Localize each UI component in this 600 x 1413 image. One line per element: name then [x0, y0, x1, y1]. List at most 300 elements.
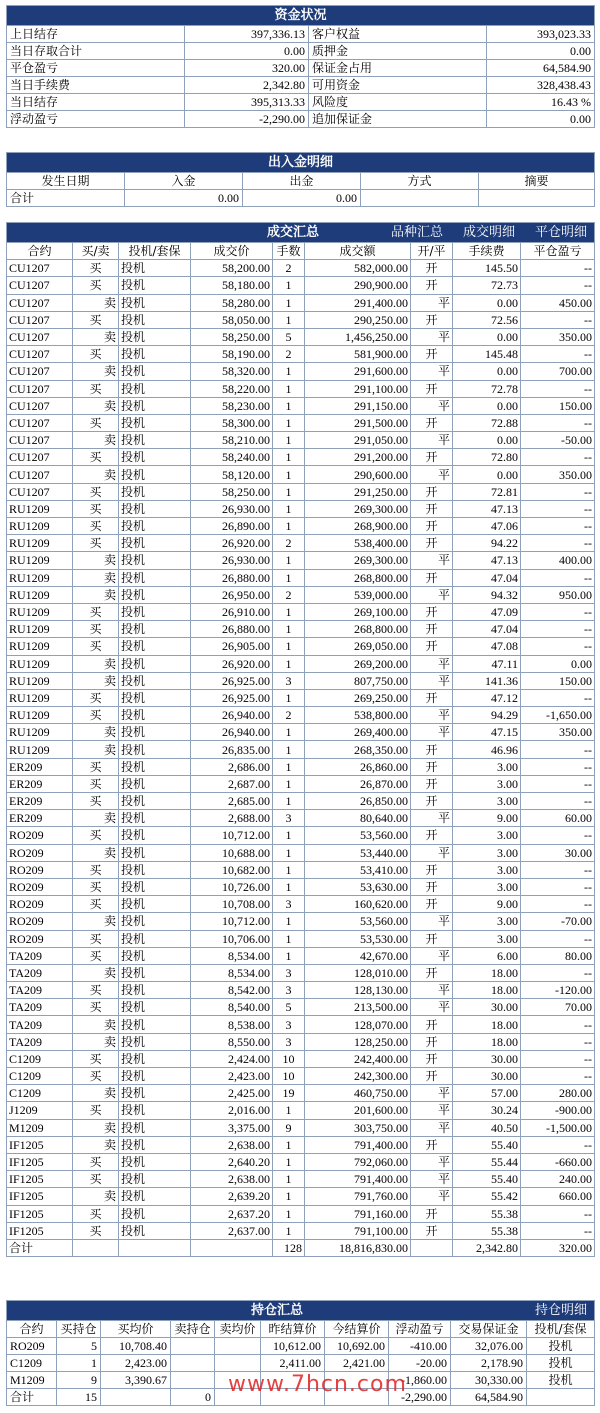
table-cell: 3.00: [453, 861, 521, 878]
table-cell: 58,250.00: [191, 483, 273, 500]
table-row: [7, 758, 595, 775]
table-cell: 18.00: [453, 1033, 521, 1050]
table-cell: 55.42: [453, 1188, 521, 1205]
table-row: [7, 1205, 595, 1222]
table-cell: 30.00: [521, 844, 595, 861]
table-cell: 投机: [119, 982, 191, 999]
table-cell: 1: [273, 724, 305, 741]
table-cell: 40.50: [453, 1119, 521, 1136]
total-cell: 2,342.80: [453, 1239, 521, 1256]
table-cell: 买: [73, 775, 119, 792]
table-cell: 26,870.00: [305, 775, 411, 792]
table-cell: 94.22: [453, 535, 521, 552]
table-cell: 350.00: [521, 328, 595, 345]
table-cell: 买: [73, 947, 119, 964]
table-cell: 1: [273, 793, 305, 810]
table-cell: 3: [273, 1033, 305, 1050]
table-row: [7, 793, 595, 810]
table-cell: 卖: [73, 552, 119, 569]
table-cell: 1: [273, 397, 305, 414]
table-cell: 791,760.00: [305, 1188, 411, 1205]
table-cell: RU1209: [7, 603, 73, 620]
column-header: 浮动盈亏: [389, 1321, 451, 1338]
table-cell: 1: [273, 827, 305, 844]
table-cell: 卖: [73, 724, 119, 741]
table-cell: 投机: [119, 878, 191, 895]
table-cell: 卖: [73, 672, 119, 689]
table-row: [7, 913, 595, 930]
positions-header-bar: [7, 1301, 595, 1321]
column-header: 买/卖: [73, 243, 119, 260]
table-cell: 1: [273, 569, 305, 586]
table-cell: 投机: [119, 535, 191, 552]
deposit-table: [6, 152, 595, 207]
table-cell: 投机: [119, 432, 191, 449]
table-cell: CU1207: [7, 380, 73, 397]
table-cell: 303,750.00: [305, 1119, 411, 1136]
trades-header-row: [7, 243, 595, 260]
table-cell: 792,060.00: [305, 1153, 411, 1170]
table-cell: 卖: [73, 432, 119, 449]
fund-label: 平仓盈亏: [7, 60, 185, 77]
table-cell: 投机: [119, 810, 191, 827]
table-cell: --: [521, 569, 595, 586]
table-cell: 291,500.00: [305, 414, 411, 431]
table-cell: --: [521, 1205, 595, 1222]
table-cell: 42,670.00: [305, 947, 411, 964]
table-cell: 买: [73, 500, 119, 517]
table-cell: 卖: [73, 1085, 119, 1102]
table-cell: 60.00: [521, 810, 595, 827]
table-cell: TA209: [7, 982, 73, 999]
nav-trade-detail[interactable]: 成交明细: [463, 225, 516, 240]
column-header: 买均价: [101, 1321, 171, 1338]
table-cell: 269,250.00: [305, 689, 411, 706]
table-cell: 141.36: [453, 672, 521, 689]
table-row: [7, 999, 595, 1016]
table-cell: RO209: [7, 827, 73, 844]
fund-value: 0.00: [185, 43, 309, 60]
table-row: [7, 896, 595, 913]
total-cell: 128: [273, 1239, 305, 1256]
table-cell: 投机: [119, 827, 191, 844]
table-cell: 10,612.00: [261, 1338, 325, 1355]
table-cell: 开: [411, 346, 453, 363]
table-cell: IF1205: [7, 1205, 73, 1222]
trades-body: [7, 260, 595, 1240]
table-cell: 3: [273, 964, 305, 981]
table-cell: 26,925.00: [191, 672, 273, 689]
table-cell: 9: [57, 1372, 101, 1389]
table-cell: 30.00: [453, 1068, 521, 1085]
total-cell: [411, 1239, 453, 1256]
table-cell: 卖: [73, 913, 119, 930]
table-cell: 买: [73, 277, 119, 294]
table-cell: 开: [411, 260, 453, 277]
table-cell: 投机: [119, 775, 191, 792]
table-cell: C1209: [7, 1355, 57, 1372]
table-cell: 0.00: [453, 363, 521, 380]
table-cell: 投机: [119, 311, 191, 328]
table-cell: --: [521, 621, 595, 638]
table-cell: 400.00: [521, 552, 595, 569]
table-cell: 791,100.00: [305, 1222, 411, 1239]
fund-value: 328,438.43: [487, 77, 595, 94]
fund-label: 当日存取合计: [7, 43, 185, 60]
table-cell: -660.00: [521, 1153, 595, 1170]
table-cell: 58,230.00: [191, 397, 273, 414]
table-cell: 开: [411, 861, 453, 878]
column-header: 入金: [125, 173, 243, 190]
table-row: [7, 397, 595, 414]
table-cell: 2,639.20: [191, 1188, 273, 1205]
table-cell: -70.00: [521, 913, 595, 930]
table-row: [7, 1050, 595, 1067]
table-cell: 58,190.00: [191, 346, 273, 363]
table-cell: 2,411.00: [261, 1355, 325, 1372]
table-cell: 投机: [527, 1338, 595, 1355]
table-cell: 开: [411, 380, 453, 397]
positions-header-row: [7, 1321, 595, 1338]
table-cell: 269,100.00: [305, 603, 411, 620]
table-cell: 2: [273, 260, 305, 277]
table-cell: 94.29: [453, 707, 521, 724]
table-cell: 26,950.00: [191, 586, 273, 603]
table-cell: 买: [73, 1050, 119, 1067]
table-cell: 2,688.00: [191, 810, 273, 827]
total-cell: 合计: [7, 1389, 57, 1406]
table-cell: 582,000.00: [305, 260, 411, 277]
table-cell: 291,150.00: [305, 397, 411, 414]
table-cell: 0.00: [453, 397, 521, 414]
column-header: 发生日期: [7, 173, 125, 190]
deposit-title: 出入金明细: [7, 153, 595, 173]
table-cell: 2,637.20: [191, 1205, 273, 1222]
table-cell: 投机: [119, 964, 191, 981]
table-cell: 2: [273, 586, 305, 603]
table-cell: -900.00: [521, 1102, 595, 1119]
table-cell: 10,706.00: [191, 930, 273, 947]
table-cell: 平: [411, 1171, 453, 1188]
column-header: 昨结算价: [261, 1321, 325, 1338]
table-cell: 2,685.00: [191, 793, 273, 810]
table-row: [7, 930, 595, 947]
table-cell: 80,640.00: [305, 810, 411, 827]
table-cell: --: [521, 311, 595, 328]
table-row: [7, 363, 595, 380]
table-cell: 3: [273, 1016, 305, 1033]
table-cell: 2,421.00: [325, 1355, 389, 1372]
table-cell: 3.00: [453, 827, 521, 844]
column-header: 手数: [273, 243, 305, 260]
table-cell: CU1207: [7, 311, 73, 328]
table-cell: 19: [273, 1085, 305, 1102]
table-cell: 539,000.00: [305, 586, 411, 603]
table-cell: 1: [273, 311, 305, 328]
table-cell: 平: [411, 1085, 453, 1102]
table-cell: 350.00: [521, 466, 595, 483]
table-cell: CU1207: [7, 277, 73, 294]
table-cell: C1209: [7, 1085, 73, 1102]
table-cell: TA209: [7, 1033, 73, 1050]
fund-value: -2,290.00: [185, 111, 309, 128]
table-cell: 26,860.00: [305, 758, 411, 775]
table-cell: RO209: [7, 913, 73, 930]
table-cell: 平: [411, 672, 453, 689]
table-cell: 47.13: [453, 552, 521, 569]
table-cell: 47.04: [453, 621, 521, 638]
total-cell: 320.00: [521, 1239, 595, 1256]
table-cell: 平: [411, 707, 453, 724]
table-cell: 268,800.00: [305, 569, 411, 586]
table-cell: 开: [411, 1205, 453, 1222]
table-cell: 1: [273, 758, 305, 775]
table-cell: 2,424.00: [191, 1050, 273, 1067]
table-cell: 18.00: [453, 1016, 521, 1033]
table-cell: 买: [73, 878, 119, 895]
table-cell: 3,375.00: [191, 1119, 273, 1136]
table-cell: 2: [273, 535, 305, 552]
table-cell: 1: [273, 518, 305, 535]
table-cell: 买: [73, 1171, 119, 1188]
table-cell: 买: [73, 535, 119, 552]
table-row: [7, 1153, 595, 1170]
table-cell: 投机: [119, 655, 191, 672]
table-row: [7, 552, 595, 569]
nav-product-summary[interactable]: 品种汇总: [391, 225, 444, 240]
table-cell: ER209: [7, 810, 73, 827]
table-row: [7, 414, 595, 431]
table-cell: 58,210.00: [191, 432, 273, 449]
table-cell: 6.00: [453, 947, 521, 964]
nav-close-detail[interactable]: 平仓明细: [535, 225, 588, 240]
table-cell: RU1209: [7, 500, 73, 517]
table-cell: 47.06: [453, 518, 521, 535]
table-cell: 58,120.00: [191, 466, 273, 483]
table-cell: 47.12: [453, 689, 521, 706]
column-header: 交易保证金: [451, 1321, 527, 1338]
table-cell: 53,560.00: [305, 913, 411, 930]
table-row: [7, 449, 595, 466]
table-cell: 0.00: [453, 466, 521, 483]
table-cell: 26,930.00: [191, 552, 273, 569]
table-cell: 平: [411, 913, 453, 930]
table-row: [7, 638, 595, 655]
table-cell: 2,637.00: [191, 1222, 273, 1239]
table-cell: 70.00: [521, 999, 595, 1016]
table-cell: 290,600.00: [305, 466, 411, 483]
table-cell: 买: [73, 827, 119, 844]
table-cell: 2,016.00: [191, 1102, 273, 1119]
table-cell: 买: [73, 346, 119, 363]
table-cell: RU1209: [7, 518, 73, 535]
table-cell: 投机: [119, 483, 191, 500]
table-cell: 2,638.00: [191, 1136, 273, 1153]
table-cell: 买: [73, 380, 119, 397]
table-cell: 投机: [119, 414, 191, 431]
table-cell: 投机: [119, 1102, 191, 1119]
table-cell: 58,250.00: [191, 328, 273, 345]
table-cell: 开: [411, 483, 453, 500]
table-cell: [215, 1338, 261, 1355]
column-header: 投机/套保: [119, 243, 191, 260]
table-cell: 开: [411, 775, 453, 792]
table-cell: 投机: [119, 1153, 191, 1170]
table-cell: 8,540.00: [191, 999, 273, 1016]
table-cell: 58,180.00: [191, 277, 273, 294]
table-cell: 平: [411, 724, 453, 741]
table-cell: 1: [273, 913, 305, 930]
fund-value: 2,342.80: [185, 77, 309, 94]
table-cell: 买: [73, 638, 119, 655]
table-cell: 53,530.00: [305, 930, 411, 947]
table-cell: RU1209: [7, 724, 73, 741]
fund-label: 风险度: [309, 94, 487, 111]
table-cell: --: [521, 1050, 595, 1067]
table-cell: 242,400.00: [305, 1050, 411, 1067]
table-cell: --: [521, 380, 595, 397]
column-header: 买持仓: [57, 1321, 101, 1338]
table-cell: 2: [273, 707, 305, 724]
table-cell: 平: [411, 432, 453, 449]
table-cell: 5: [273, 328, 305, 345]
deposit-total-row: [7, 190, 595, 207]
table-cell: ER209: [7, 793, 73, 810]
table-cell: 55.38: [453, 1222, 521, 1239]
table-cell: --: [521, 346, 595, 363]
table-cell: 0.00: [453, 294, 521, 311]
trades-header-bar: [7, 223, 595, 243]
table-cell: 开: [411, 638, 453, 655]
table-cell: 10,712.00: [191, 913, 273, 930]
table-cell: 26,880.00: [191, 621, 273, 638]
table-cell: 53,410.00: [305, 861, 411, 878]
table-cell: 291,600.00: [305, 363, 411, 380]
table-cell: 投机: [119, 672, 191, 689]
table-cell: 开: [411, 878, 453, 895]
table-cell: 卖: [73, 844, 119, 861]
table-cell: --: [521, 483, 595, 500]
table-cell: M1209: [7, 1119, 73, 1136]
column-header: 手续费: [453, 243, 521, 260]
trades-title: 成交汇总: [267, 225, 320, 240]
table-row: [7, 1338, 595, 1355]
table-cell: 269,300.00: [305, 500, 411, 517]
table-row: [7, 77, 595, 94]
table-cell: 240.00: [521, 1171, 595, 1188]
table-cell: 买: [73, 758, 119, 775]
table-cell: 开: [411, 449, 453, 466]
table-cell: CU1207: [7, 397, 73, 414]
table-cell: 平: [411, 466, 453, 483]
table-cell: 投机: [119, 861, 191, 878]
table-cell: 3: [273, 896, 305, 913]
table-cell: 80.00: [521, 947, 595, 964]
table-cell: 卖: [73, 328, 119, 345]
column-header: 合约: [7, 243, 73, 260]
table-cell: -50.00: [521, 432, 595, 449]
table-row: [7, 947, 595, 964]
table-row: [7, 500, 595, 517]
table-cell: RO209: [7, 844, 73, 861]
table-row: [7, 707, 595, 724]
table-cell: 投机: [119, 1171, 191, 1188]
table-cell: 投机: [119, 1085, 191, 1102]
table-cell: 1: [273, 930, 305, 947]
table-cell: 5: [273, 999, 305, 1016]
table-cell: 1: [273, 947, 305, 964]
table-cell: RU1209: [7, 638, 73, 655]
table-row: [7, 1016, 595, 1033]
table-cell: 269,050.00: [305, 638, 411, 655]
column-header: 合约: [7, 1321, 57, 1338]
table-cell: 450.00: [521, 294, 595, 311]
table-cell: 1: [273, 552, 305, 569]
table-cell: 460,750.00: [305, 1085, 411, 1102]
table-cell: --: [521, 689, 595, 706]
column-header: 方式: [361, 173, 479, 190]
table-cell: 买: [73, 311, 119, 328]
table-cell: 269,400.00: [305, 724, 411, 741]
table-cell: -410.00: [389, 1338, 451, 1355]
table-cell: J1209: [7, 1102, 73, 1119]
table-cell: 291,200.00: [305, 449, 411, 466]
table-cell: 投机: [119, 1222, 191, 1239]
table-cell: 开: [411, 518, 453, 535]
fund-value: 0.00: [487, 43, 595, 60]
table-cell: 10,712.00: [191, 827, 273, 844]
table-cell: 5: [57, 1338, 101, 1355]
table-cell: CU1207: [7, 346, 73, 363]
table-cell: 投机: [119, 758, 191, 775]
total-cell: [101, 1389, 171, 1406]
table-row: [7, 810, 595, 827]
table-cell: RO209: [7, 930, 73, 947]
table-cell: 投机: [119, 913, 191, 930]
fund-value: 16.43 %: [487, 94, 595, 111]
table-cell: 开: [411, 793, 453, 810]
table-cell: 投机: [119, 947, 191, 964]
table-cell: 10: [273, 1068, 305, 1085]
table-cell: 2: [273, 346, 305, 363]
table-row: [7, 94, 595, 111]
watermark: www.7hcn.com: [228, 1372, 407, 1397]
fund-label: 客户权益: [309, 26, 487, 43]
table-cell: --: [521, 775, 595, 792]
fund-status-body: [7, 26, 595, 128]
table-cell: 买: [73, 518, 119, 535]
table-cell: 268,900.00: [305, 518, 411, 535]
table-cell: -1,650.00: [521, 707, 595, 724]
table-cell: 投机: [119, 999, 191, 1016]
table-cell: 投机: [119, 260, 191, 277]
table-row: [7, 1222, 595, 1239]
table-cell: -1,860.00: [389, 1372, 451, 1389]
table-cell: RO209: [7, 861, 73, 878]
table-cell: 开: [411, 741, 453, 758]
nav-position-detail[interactable]: 持仓明细: [535, 1303, 588, 1318]
table-cell: CU1207: [7, 483, 73, 500]
table-cell: 开: [411, 621, 453, 638]
fund-status-table: [6, 5, 595, 128]
table-cell: 投机: [119, 277, 191, 294]
table-cell: --: [521, 878, 595, 895]
table-cell: 0.00: [453, 432, 521, 449]
table-cell: 投机: [119, 1050, 191, 1067]
table-cell: --: [521, 741, 595, 758]
table-cell: 213,500.00: [305, 999, 411, 1016]
table-cell: 开: [411, 277, 453, 294]
